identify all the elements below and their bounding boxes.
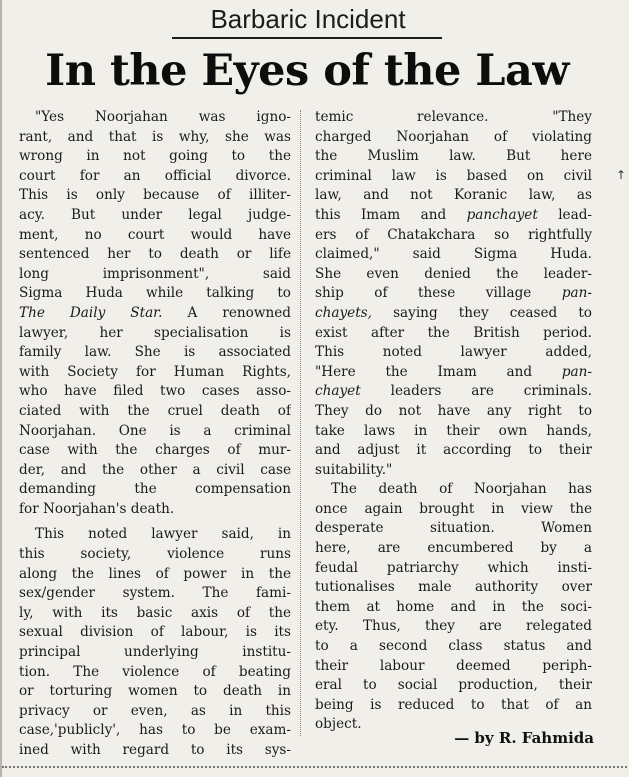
- text-line: The death of Noorjahan has: [331, 481, 592, 498]
- text-line: along the lines of power in the: [19, 565, 291, 582]
- text-line: suitability.": [315, 461, 393, 478]
- text-line: criminal law is based on civil: [315, 167, 592, 184]
- text-line: This noted lawyer said, in: [35, 526, 291, 543]
- article-kicker: Barbaric Incident: [210, 4, 406, 34]
- text-line: with Society for Human Rights,: [19, 363, 291, 380]
- text-line: being is reduced to that of an: [315, 696, 592, 713]
- text-line: once again brought in view the: [315, 500, 592, 517]
- text-line: lawyer, her specialisation is: [19, 324, 291, 341]
- text-line: sentenced her to death or life: [19, 246, 291, 263]
- text-line: sexual division of labour, is its: [19, 624, 291, 641]
- text-line: eral to social production, their: [315, 677, 592, 694]
- text-line: "Here the Imam and pan-: [315, 363, 592, 380]
- text-line: ciated with the cruel death of: [19, 402, 291, 419]
- text-line: ers of Chatakchara so rightfully: [315, 226, 592, 243]
- article-headline: In the Eyes of the Law: [45, 46, 569, 96]
- text-line: for Noorjahan's death.: [19, 500, 175, 517]
- text-line: ment, no court would have: [19, 226, 291, 243]
- text-line: Sigma Huda while talking to: [19, 285, 291, 302]
- text-line: take laws in their own hands,: [315, 422, 592, 439]
- text-line: chayet leaders are criminals.: [315, 383, 592, 400]
- text-line: This is only because of illiter-: [19, 187, 291, 204]
- text-line: charged Noorjahan of violating: [315, 128, 592, 145]
- text-line: them at home and in the soci-: [315, 598, 592, 615]
- text-line: family law. She is associated: [19, 344, 291, 361]
- text-line: temic relevance. "They: [315, 109, 592, 125]
- text-line: ly, with its basic axis of the: [19, 604, 291, 621]
- text-line: demanding the compensation: [19, 481, 291, 498]
- text-line: case with the charges of mur-: [19, 442, 291, 459]
- text-line: ship of these village pan-: [315, 285, 592, 302]
- text-line: "Yes Noorjahan was igno-: [35, 109, 291, 125]
- text-line: long imprisonment", said: [19, 265, 291, 282]
- text-line: and adjust it according to their: [315, 442, 592, 459]
- text-line: here, are encumbered by a: [315, 540, 592, 557]
- text-line: claimed," said Sigma Huda.: [315, 246, 592, 263]
- text-line: She even denied the leader-: [315, 265, 592, 282]
- text-line: The Daily Star. A renowned: [19, 304, 291, 321]
- text-line: Noorjahan. One is a criminal: [19, 422, 291, 439]
- text-line: ined with regard to its sys-: [19, 742, 291, 758]
- column-divider: [300, 110, 301, 736]
- text-line: ety. Thus, they are relegated: [315, 618, 592, 635]
- text-line: This noted lawyer added,: [315, 344, 592, 361]
- text-line: object.: [315, 716, 362, 733]
- text-line: this Imam and panchayet lead-: [315, 206, 592, 223]
- text-line: their labour deemed periph-: [315, 657, 592, 674]
- text-line: They do not have any right to: [315, 402, 592, 419]
- text-line: case,'publicly', has to be exam-: [19, 722, 291, 739]
- text-line: to a second class status and: [315, 638, 592, 655]
- text-line: or torturing women to death in: [19, 683, 291, 700]
- kicker-rule: [172, 37, 442, 39]
- text-line: principal underlying institu-: [19, 644, 291, 661]
- right-column: [315, 108, 592, 735]
- text-line: acy. But under legal judge-: [19, 206, 291, 223]
- text-line: tion. The violence of beating: [19, 663, 291, 680]
- text-line: who have filed two cases asso-: [19, 383, 291, 400]
- text-line: law, and not Koranic law, as: [315, 187, 592, 204]
- text-line: der, and the other a civil case: [19, 461, 291, 478]
- text-line: feudal patriarchy which insti-: [315, 559, 592, 576]
- text-line: court for an official divorce.: [19, 167, 291, 184]
- text-line: sex/gender system. The fami-: [19, 585, 291, 602]
- margin-mark: ↑: [616, 168, 627, 182]
- text-line: privacy or even, as in this: [19, 702, 291, 719]
- left-column: [19, 108, 291, 761]
- text-line: this society, violence runs: [19, 546, 291, 563]
- bottom-rule: [2, 766, 629, 768]
- text-line: the Muslim law. But here: [315, 148, 592, 165]
- text-line: tutionalises male authority over: [315, 579, 592, 596]
- text-line: rant, and that is why, she was: [19, 128, 291, 145]
- text-line: desperate situation. Women: [315, 520, 592, 537]
- article-byline: — by R. Fahmida: [454, 729, 594, 747]
- text-line: exist after the British period.: [315, 324, 592, 341]
- text-line: chayets, saying they ceased to: [315, 304, 592, 321]
- text-line: wrong in not going to the: [19, 148, 291, 165]
